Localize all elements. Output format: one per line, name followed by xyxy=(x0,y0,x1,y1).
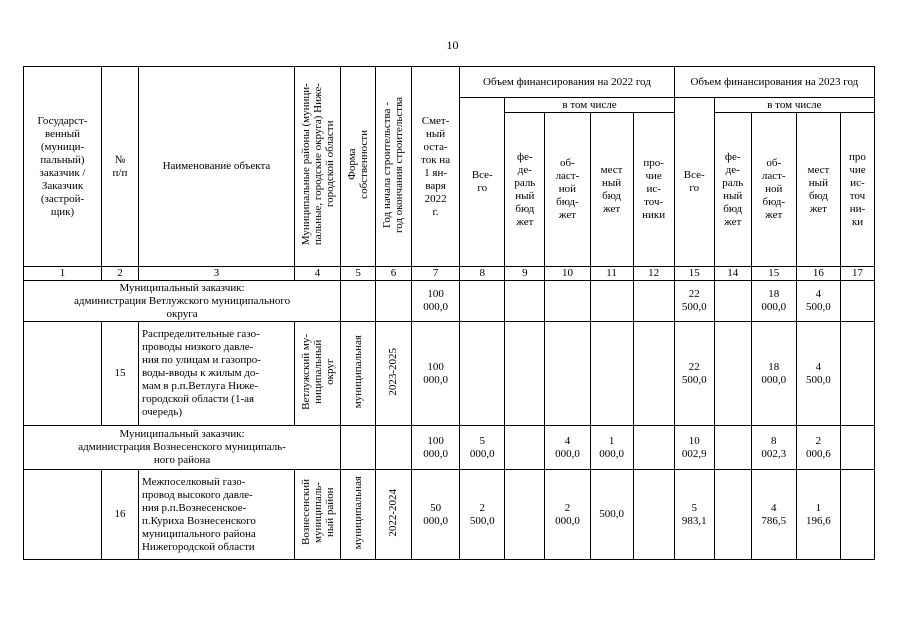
fin-2023-other xyxy=(840,322,874,426)
fin-2023-other xyxy=(840,281,874,322)
fin-2023-regional: 4 786,5 xyxy=(751,470,796,560)
header-ownership: Форма собственности xyxy=(346,130,371,199)
object-district-cell xyxy=(294,322,340,426)
object-ownership-cell xyxy=(341,322,376,426)
column-number: 15 xyxy=(674,267,714,281)
fin-2022-federal xyxy=(505,281,545,322)
header-years: Год начала строительства - год окончания строительства xyxy=(381,96,406,233)
fin-2023-other xyxy=(840,426,874,470)
fin-2022-total xyxy=(460,281,505,322)
object-years: 2023-2025 xyxy=(387,347,400,396)
column-number: 17 xyxy=(840,267,874,281)
column-number: 10 xyxy=(545,267,590,281)
fin-2023-local: 2 000,6 xyxy=(796,426,840,470)
page-number: 10 xyxy=(446,38,459,52)
object-district: Ветлужский му- ниципальный округ xyxy=(299,333,336,410)
column-number: 5 xyxy=(341,267,376,281)
header-fin-2023: Объем финансирования на 2023 год xyxy=(674,67,874,98)
fin-2022-other xyxy=(633,426,674,470)
header-regional-2023: об- ласт- ной бюд- жет xyxy=(751,113,796,267)
header-incl-2023: в том числе xyxy=(714,98,874,113)
header-balance: Смет- ный оста- ток на 1 ян- варя 2022 г. xyxy=(411,67,459,267)
fin-2023-local: 4 500,0 xyxy=(796,281,840,322)
fin-2022-regional: 4 000,0 xyxy=(545,426,590,470)
column-number: 12 xyxy=(633,267,674,281)
object-ownership: муниципальная xyxy=(352,334,365,409)
header-fin-2022: Объем финансирования на 2022 год xyxy=(460,67,675,98)
object-district-cell xyxy=(294,470,340,560)
column-number: 7 xyxy=(411,267,459,281)
fin-2022-total: 2 500,0 xyxy=(460,470,505,560)
fin-2022-federal xyxy=(505,470,545,560)
group-customer: Муниципальный заказчик: администрация Ветлужского муниципального округа xyxy=(24,281,341,322)
column-number: 11 xyxy=(590,267,633,281)
group-balance: 100 000,0 xyxy=(411,426,459,470)
column-number: 14 xyxy=(714,267,751,281)
object-years-cell xyxy=(376,470,412,560)
object-num: 15 xyxy=(102,322,139,426)
column-number: 15 xyxy=(751,267,796,281)
column-number: 1 xyxy=(24,267,102,281)
object-ownership: муниципальная xyxy=(352,475,365,550)
fin-2023-federal xyxy=(714,470,751,560)
group-row-vetluga xyxy=(24,281,875,322)
object-row-15 xyxy=(24,322,875,426)
fin-2023-local: 4 500,0 xyxy=(796,322,840,426)
object-row-16 xyxy=(24,470,875,560)
header-num: № п/п xyxy=(102,67,139,267)
fin-2022-regional: 2 000,0 xyxy=(545,470,590,560)
financing-table xyxy=(23,66,875,560)
header-object-name: Наименование объекта xyxy=(138,67,294,267)
column-number: 3 xyxy=(138,267,294,281)
fin-2023-local: 1 196,6 xyxy=(796,470,840,560)
fin-2022-local: 1 000,0 xyxy=(590,426,633,470)
fin-2023-total: 10 002,9 xyxy=(674,426,714,470)
object-years-cell xyxy=(376,322,412,426)
object-name: Распределительные газо- проводы низкого давле- ния по улицам и газопро- воды-вводы к жилым до- мам в р.п.Ветлуга Ниже- городской области (1-ая очередь) xyxy=(138,322,294,426)
fin-2022-total: 5 000,0 xyxy=(460,426,505,470)
fin-2022-local xyxy=(590,281,633,322)
object-balance: 100 000,0 xyxy=(411,322,459,426)
header-regional-2022: об- ласт- ной бюд- жет xyxy=(545,113,590,267)
column-number-row xyxy=(24,267,875,281)
header-years-cell xyxy=(376,67,412,267)
object-balance: 50 000,0 xyxy=(411,470,459,560)
fin-2023-total: 22 500,0 xyxy=(674,322,714,426)
header-districts: Муниципальные районы (муници- пальные, городские округа) Ниже- городской области xyxy=(299,83,336,246)
column-number: 9 xyxy=(505,267,545,281)
header-local-2022: мест ный бюд жет xyxy=(590,113,633,267)
column-number: 6 xyxy=(376,267,412,281)
header-other-2022: про- чие ис- точ- ники xyxy=(633,113,674,267)
header-total-2023: Все- го xyxy=(674,98,714,267)
empty-cell xyxy=(376,426,412,470)
group-customer: Муниципальный заказчик: администрация Вознесенского муниципаль- ного района xyxy=(24,426,341,470)
fin-2022-local xyxy=(590,322,633,426)
header-incl-2022: в том числе xyxy=(505,98,674,113)
object-ownership-cell xyxy=(341,470,376,560)
fin-2022-federal xyxy=(505,322,545,426)
header-other-2023: про чие ис- точ ни- ки xyxy=(840,113,874,267)
group-balance: 100 000,0 xyxy=(411,281,459,322)
fin-2022-other xyxy=(633,281,674,322)
fin-2022-regional xyxy=(545,281,590,322)
column-number: 4 xyxy=(294,267,340,281)
empty-cell xyxy=(341,281,376,322)
object-num: 16 xyxy=(102,470,139,560)
header-local-2023: мест ный бюд жет xyxy=(796,113,840,267)
fin-2023-federal xyxy=(714,281,751,322)
fin-2023-regional: 18 000,0 xyxy=(751,281,796,322)
header-customer: Государст- венный (муници- пальный) заказчик / Заказчик (застрой- щик) xyxy=(24,67,102,267)
empty-cell xyxy=(376,281,412,322)
header-total-2022: Все- го xyxy=(460,98,505,267)
fin-2023-other xyxy=(840,470,874,560)
object-district: Вознесенский муниципаль- ный район xyxy=(299,479,336,546)
fin-2022-federal xyxy=(505,426,545,470)
fin-2023-total: 5 983,1 xyxy=(674,470,714,560)
fin-2022-other xyxy=(633,322,674,426)
empty-cell xyxy=(24,470,102,560)
column-number: 16 xyxy=(796,267,840,281)
fin-2022-regional xyxy=(545,322,590,426)
fin-2022-total xyxy=(460,322,505,426)
empty-cell xyxy=(341,426,376,470)
header-federal-2023: фе- де- раль ный бюд жет xyxy=(714,113,751,267)
fin-2023-federal xyxy=(714,322,751,426)
fin-2023-federal xyxy=(714,426,751,470)
group-row-voznesenskoe xyxy=(24,426,875,470)
object-name: Межпоселковый газо- провод высокого давле- ния р.п.Вознесенское- п.Куриха Вознесенского муниципального района Нижегородской области xyxy=(138,470,294,560)
empty-cell xyxy=(24,322,102,426)
fin-2023-regional: 18 000,0 xyxy=(751,322,796,426)
header-districts-cell xyxy=(294,67,340,267)
column-number: 8 xyxy=(460,267,505,281)
fin-2022-other xyxy=(633,470,674,560)
fin-2023-regional: 8 002,3 xyxy=(751,426,796,470)
fin-2022-local: 500,0 xyxy=(590,470,633,560)
fin-2023-total: 22 500,0 xyxy=(674,281,714,322)
column-number: 2 xyxy=(102,267,139,281)
header-federal-2022: фе- де- раль ный бюд жет xyxy=(505,113,545,267)
header-ownership-cell xyxy=(341,67,376,267)
object-years: 2022-2024 xyxy=(387,488,400,537)
